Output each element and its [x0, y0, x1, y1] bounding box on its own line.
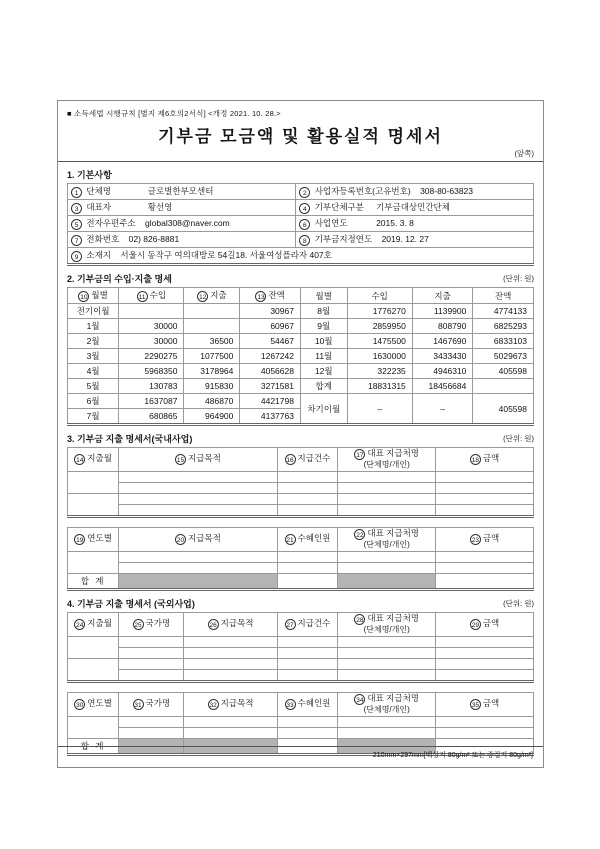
ledger-cell: 10월 — [300, 334, 347, 349]
field-value: 2019. 12. 27 — [381, 234, 429, 244]
empty-row — [68, 659, 534, 670]
ledger-cell: 4421798 — [240, 394, 301, 409]
col-payee-name: 17 대표 지급처명 (단체명/개인) — [338, 448, 436, 472]
ledger-cell: 322235 — [347, 364, 412, 379]
domestic-yearly-table — [67, 527, 534, 591]
empty-row — [68, 637, 534, 648]
col-amount: 35 금액 — [436, 693, 534, 717]
ledger-cell: 8월 — [300, 304, 347, 319]
ledger-cell: 30000 — [119, 334, 184, 349]
income-expense-table — [67, 287, 534, 426]
empty-row — [68, 552, 534, 563]
form-page — [57, 100, 544, 768]
ledger-cell: 18831315 — [347, 379, 412, 394]
circled-number: 1 — [71, 187, 82, 198]
field-value: 기부금대상민간단체 — [376, 202, 450, 212]
field-value: 308-80-63823 — [420, 186, 473, 196]
ledger-cell: 1077500 — [184, 349, 240, 364]
field-label: 대표자 — [86, 202, 112, 212]
circled-number: 11 — [137, 291, 148, 302]
regulation-note: ■ 소득세법 시행규칙 [별지 제6호의2서식] <개정 2021. 10. 28.> — [67, 109, 281, 118]
ledger-cell: 전기이월 — [68, 304, 119, 319]
circled-number: 12 — [197, 291, 208, 302]
ledger-cell: 7월 — [68, 409, 119, 425]
field-value: 글로벌한부모센터 — [147, 186, 214, 196]
header-divider — [58, 161, 543, 162]
col-month: 10 월별 — [68, 288, 119, 304]
col-payment-purpose: 20 지급목적 — [119, 528, 277, 552]
col-payee-name: 28 대표 지급처명 (단체명/개인) — [338, 613, 436, 637]
table-header-row — [68, 693, 534, 717]
empty-row — [68, 505, 534, 517]
field-org-name — [68, 184, 296, 200]
ledger-cell: 1475500 — [347, 334, 412, 349]
total-beneficiaries-cell — [277, 574, 338, 590]
ledger-cell: 4946310 — [412, 364, 473, 379]
ledger-cell: 4137763 — [240, 409, 301, 425]
ledger-cell: 405598 — [473, 364, 534, 379]
circled-number: 3 — [71, 203, 82, 214]
col-income: 11 수입 — [119, 288, 184, 304]
circled-number: 9 — [71, 251, 82, 262]
ledger-cell: 30967 — [240, 304, 301, 319]
field-designation-year — [296, 232, 534, 248]
circled-number: 5 — [71, 219, 82, 230]
ledger-cell: 680865 — [119, 409, 184, 425]
ledger-row — [68, 304, 534, 319]
col-year: 19 연도별 — [68, 528, 119, 552]
empty-row — [68, 483, 534, 494]
col-balance: 13 잔액 — [240, 288, 301, 304]
field-label: 사업연도 — [314, 218, 348, 228]
field-value: 서울시 동작구 여의대방로 54길18. 서울여성플라자 407호 — [120, 250, 332, 260]
circled-number: 10 — [78, 291, 89, 302]
col-amount: 29 금액 — [436, 613, 534, 637]
income-expense-body — [68, 304, 534, 425]
col-year: 30 연도별 — [68, 693, 119, 717]
ledger-cell: 2859950 — [347, 319, 412, 334]
field-label: 전화번호 — [86, 234, 120, 244]
col-payee-name: 34 대표 지급처명 (단체명/개인) — [338, 693, 436, 717]
empty-row — [68, 472, 534, 483]
total-label: 합 계 — [68, 739, 119, 755]
ledger-cell: 486870 — [184, 394, 240, 409]
field-value: global308@naver.com — [145, 218, 230, 228]
ledger-cell: 18456684 — [412, 379, 473, 394]
field-business-year — [296, 216, 534, 232]
col-expense-right: 지출 — [412, 288, 473, 304]
col-expense-month: 24 지출월 — [68, 613, 119, 637]
shaded-cell — [338, 574, 436, 590]
ledger-cell — [184, 304, 240, 319]
circled-number: 2 — [299, 187, 310, 198]
field-label: 전자우편주소 — [86, 218, 136, 228]
col-country: 31 국가명 — [119, 693, 184, 717]
basic-info-row — [68, 184, 534, 200]
col-expense-month: 14 지출월 — [68, 448, 119, 472]
basic-info-row — [68, 232, 534, 248]
ledger-cell: 54467 — [240, 334, 301, 349]
col-month-right: 월별 — [300, 288, 347, 304]
table-header-row — [68, 613, 534, 637]
field-label: 소재지 — [86, 250, 112, 260]
field-address — [68, 248, 534, 265]
total-row — [68, 574, 534, 590]
ledger-cell — [184, 319, 240, 334]
table-header-row — [68, 448, 534, 472]
empty-row — [68, 670, 534, 682]
form-title: 기부금 모금액 및 활용실적 명세서 — [158, 127, 443, 146]
empty-row — [68, 648, 534, 659]
ledger-cell: 1139900 — [412, 304, 473, 319]
ledger-cell: 3178964 — [184, 364, 240, 379]
ledger-cell: 1630000 — [347, 349, 412, 364]
ledger-cell: 6월 — [68, 394, 119, 409]
col-amount: 23 금액 — [436, 528, 534, 552]
ledger-cell: 4056628 — [240, 364, 301, 379]
empty-row — [68, 563, 534, 574]
field-phone — [68, 232, 296, 248]
ledger-cell: 합계 — [300, 379, 347, 394]
ledger-cell: 5968350 — [119, 364, 184, 379]
section4-title: 4. 기부금 지출 명세서 (국외사업) — [67, 599, 195, 609]
ledger-cell: – — [347, 394, 412, 425]
circled-number: 4 — [299, 203, 310, 214]
col-country: 25 국가명 — [119, 613, 184, 637]
ledger-cell: 1776270 — [347, 304, 412, 319]
basic-info-table — [67, 183, 534, 266]
field-org-type — [296, 200, 534, 216]
ledger-cell: 36500 — [184, 334, 240, 349]
col-balance-right: 잔액 — [473, 288, 534, 304]
empty-row — [68, 728, 534, 739]
ledger-cell: 60967 — [240, 319, 301, 334]
col-amount: 18 금액 — [436, 448, 534, 472]
ledger-cell — [119, 304, 184, 319]
overseas-monthly-table — [67, 612, 534, 683]
col-payment-purpose: 32 지급목적 — [184, 693, 277, 717]
basic-info-row — [68, 216, 534, 232]
ledger-cell: 5월 — [68, 379, 119, 394]
table-header-row — [68, 528, 534, 552]
field-label: 단체명 — [86, 186, 112, 196]
ledger-cell: 차기이월 — [300, 394, 347, 425]
domestic-monthly-table — [67, 447, 534, 518]
ledger-cell: 2290275 — [119, 349, 184, 364]
ledger-cell: 1267242 — [240, 349, 301, 364]
ledger-cell: 2월 — [68, 334, 119, 349]
ledger-row — [68, 334, 534, 349]
col-beneficiaries: 21 수혜인원 — [277, 528, 338, 552]
field-email — [68, 216, 296, 232]
section3-unit: (단위: 원) — [503, 434, 534, 443]
col-payment-purpose: 26 지급목적 — [184, 613, 277, 637]
ledger-cell: 4774133 — [473, 304, 534, 319]
ledger-cell: 9월 — [300, 319, 347, 334]
ledger-cell: – — [412, 394, 473, 425]
ledger-cell: 6833103 — [473, 334, 534, 349]
ledger-cell: 1467690 — [412, 334, 473, 349]
ledger-cell: 11월 — [300, 349, 347, 364]
ledger-row — [68, 364, 534, 379]
ledger-cell: 6825293 — [473, 319, 534, 334]
ledger-cell: 915830 — [184, 379, 240, 394]
field-registration-number — [296, 184, 534, 200]
col-payee-name: 22 대표 지급처명 (단체명/개인) — [338, 528, 436, 552]
page-side-label: (앞쪽) — [514, 149, 534, 158]
section4-unit: (단위: 원) — [503, 599, 534, 608]
ledger-cell: 405598 — [473, 394, 534, 425]
ledger-cell: 12월 — [300, 364, 347, 379]
circled-number: 7 — [71, 235, 82, 246]
circled-number: 6 — [299, 219, 310, 230]
ledger-cell: 1637087 — [119, 394, 184, 409]
ledger-row — [68, 319, 534, 334]
col-income-right: 수입 — [347, 288, 412, 304]
field-label: 기부금지정연도 — [314, 234, 373, 244]
ledger-row — [68, 349, 534, 364]
field-value: 02) 826-8881 — [128, 234, 180, 244]
circled-number: 8 — [299, 235, 310, 246]
paper-spec-note: 210mm×297mm[백상지 80g/m² 또는 중질지 80g/m²] — [58, 746, 543, 760]
field-label: 기부단체구분 — [314, 202, 364, 212]
section2-unit: (단위: 원) — [503, 274, 534, 283]
field-representative — [68, 200, 296, 216]
ledger-cell: 130783 — [119, 379, 184, 394]
ledger-header-row — [68, 288, 534, 304]
ledger-cell — [473, 379, 534, 394]
ledger-cell: 1월 — [68, 319, 119, 334]
ledger-cell: 30000 — [119, 319, 184, 334]
shaded-cell — [119, 574, 277, 590]
section2-title: 2. 기부금의 수입·지출 명세 — [67, 274, 172, 284]
ledger-cell: 4월 — [68, 364, 119, 379]
circled-number: 13 — [255, 291, 266, 302]
section1-title: 1. 기본사항 — [67, 170, 112, 180]
empty-row — [68, 494, 534, 505]
field-label: 사업자등록번호(고유번호) — [314, 186, 411, 196]
col-payment-count: 27 지급건수 — [277, 613, 338, 637]
field-value: 황선영 — [147, 202, 173, 212]
ledger-cell: 3433430 — [412, 349, 473, 364]
ledger-cell: 5029673 — [473, 349, 534, 364]
basic-info-row — [68, 200, 534, 216]
total-amount-cell — [436, 574, 534, 590]
ledger-cell: 964900 — [184, 409, 240, 425]
section3-title: 3. 기부금 지출 명세서(국내사업) — [67, 434, 193, 444]
col-beneficiaries: 33 수혜인원 — [277, 693, 338, 717]
basic-info-row — [68, 248, 534, 265]
field-value: 2015. 3. 8 — [376, 218, 414, 228]
ledger-cell: 808790 — [412, 319, 473, 334]
ledger-cell: 3271581 — [240, 379, 301, 394]
ledger-cell: 3월 — [68, 349, 119, 364]
col-payment-purpose: 15 지급목적 — [119, 448, 277, 472]
ledger-row — [68, 394, 534, 409]
col-expense: 12 지출 — [184, 288, 240, 304]
total-label: 합 계 — [68, 574, 119, 590]
empty-row — [68, 717, 534, 728]
ledger-row — [68, 379, 534, 394]
col-payment-count: 16 지급건수 — [277, 448, 338, 472]
